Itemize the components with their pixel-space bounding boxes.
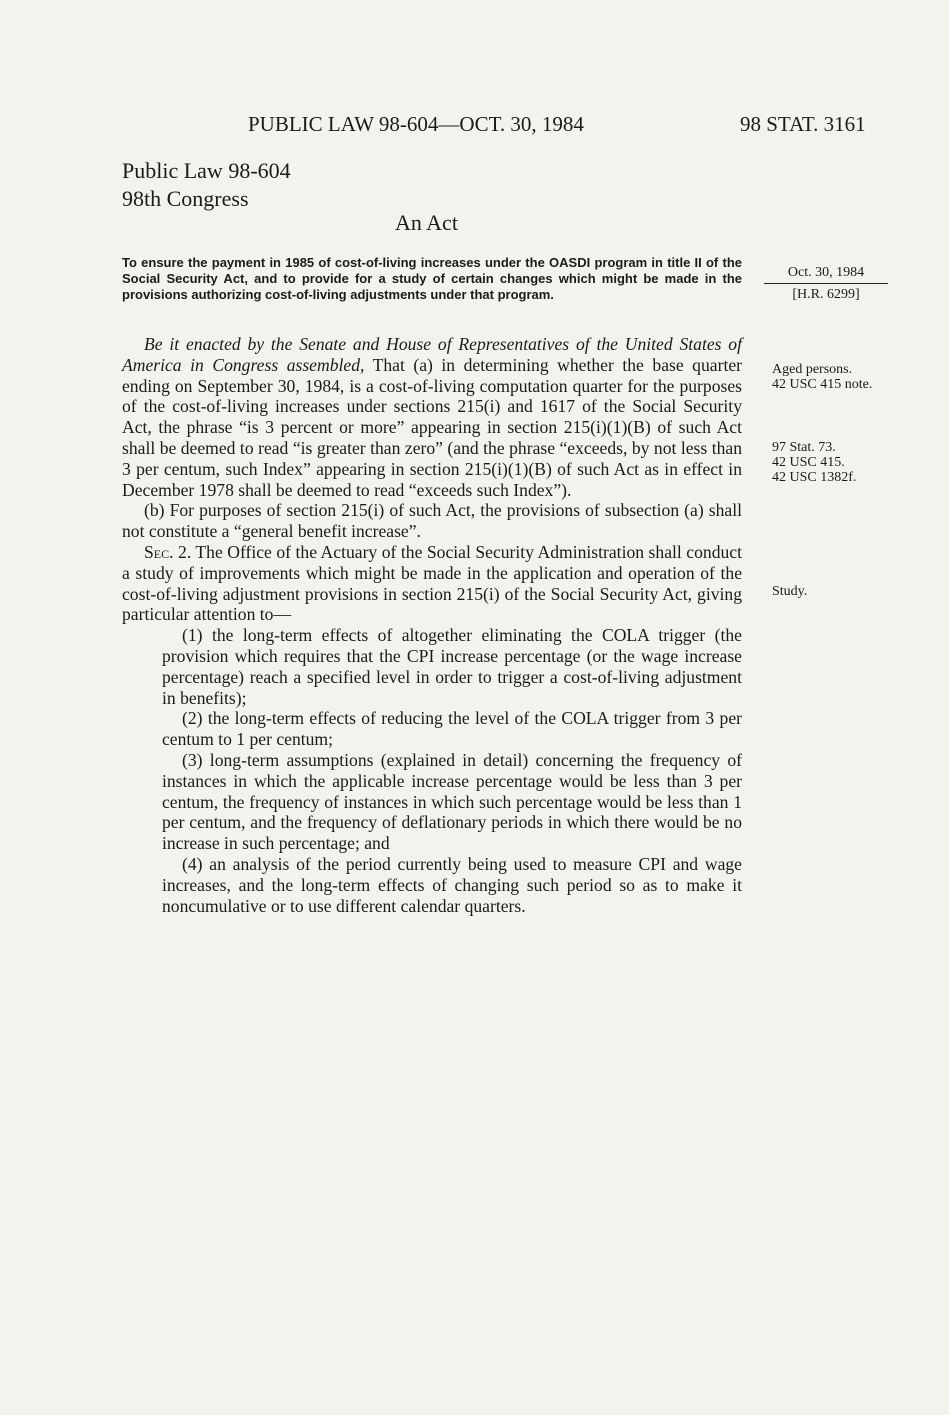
section-2-paragraph [122, 542, 742, 625]
margin-note-line: 42 USC 415. [772, 455, 845, 470]
study-item-2: (2) the long-term effects of reducing the level of the COLA trigger from 3 per centum to 1 per centum; [162, 708, 742, 750]
public-law-number: Public Law 98-604 [122, 158, 291, 183]
act-heading: An Act [395, 210, 458, 235]
study-item-1: (1) the long-term effects of altogether eliminating the COLA trigger (the provision which requires that the CPI increase percentage (or the wage increase percentage) reach a specified level in order to trigger a cost-of-living adjustment in benefits); [162, 625, 742, 708]
margin-note-aged-persons [772, 362, 872, 392]
congress-label: 98th Congress [122, 186, 249, 211]
act-body [122, 334, 742, 916]
margin-note-line: 97 Stat. 73. [772, 440, 836, 455]
margin-note-line: 42 USC 415 note. [772, 377, 873, 392]
section-2-label: Sec. 2. [144, 541, 192, 562]
enacting-clause: Be it enacted by the Senate and House of Representatives of the United States of America in Congress assembled, [122, 334, 742, 375]
margin-note-line: Aged persons. [772, 362, 853, 377]
section-2-text: The Office of the Actuary of the Social Security Administration shall conduct a study of improvements which might be made in the application and operation of the cost-of-living adjustment provisions in section 215(i) of the Social Security Act, giving particular attention to— [122, 541, 742, 625]
act-purpose-text: To ensure the payment in 1985 of cost-of-living increases under the OASDI program in title II of the Social Security Act, and to provide for a study of certain changes which might be made in the provisions authorizing cost-of-living adjustments under that program. [122, 255, 742, 302]
bill-number: [H.R. 6299] [792, 287, 860, 302]
section-1-paragraph-a [122, 334, 742, 500]
enactment-date: Oct. 30, 1984 [764, 265, 888, 284]
study-item-4: (4) an analysis of the period currently being used to measure CPI and wage increases, and the long-term effects of changing such period so as to make it noncumulative or to use different calendar quarters. [162, 853, 742, 916]
section-1a-text: That (a) in determining whether the base quarter ending on September 30, 1984, is a cost-of-living computation quarter for the purposes of the cost-of-living increases under sections 215(i) and 1617 of the Social Security Act, the phrase “is 3 percent or more” appearing in section 215(i)(1)(B) of such Act shall be deemed to read “is greater than zero” (and the phrase “exceeds, by not less than 3 per centum, such Index” appearing in section 215(i)(1)(B) of such Act as in effect in December 1978 shall be deemed to read “exceeds such Index”). [122, 354, 742, 500]
section-1-paragraph-b: (b) For purposes of section 215(i) of such Act, the provisions of subsection (a) shall not constitute a “general benefit increase”. [122, 500, 742, 542]
running-header-page-number: 98 STAT. 3161 [740, 112, 866, 136]
margin-note-study [772, 584, 807, 599]
act-purpose [122, 255, 742, 303]
running-header-title: PUBLIC LAW 98-604—OCT. 30, 1984 [248, 112, 584, 136]
margin-note-line: 42 USC 1382f. [772, 470, 857, 485]
margin-note-citations [772, 440, 856, 485]
margin-note-line: Study. [772, 584, 808, 599]
study-item-3: (3) long-term assumptions (explained in detail) concerning the frequency of instances in which the applicable increase percentage would be less than 3 per centum, the frequency of instances in which such percentage would be less than 1 per centum, and the frequency of deflationary periods in which there would be no increase in such percentage; and [162, 749, 742, 854]
enactment-date-block [764, 265, 888, 303]
